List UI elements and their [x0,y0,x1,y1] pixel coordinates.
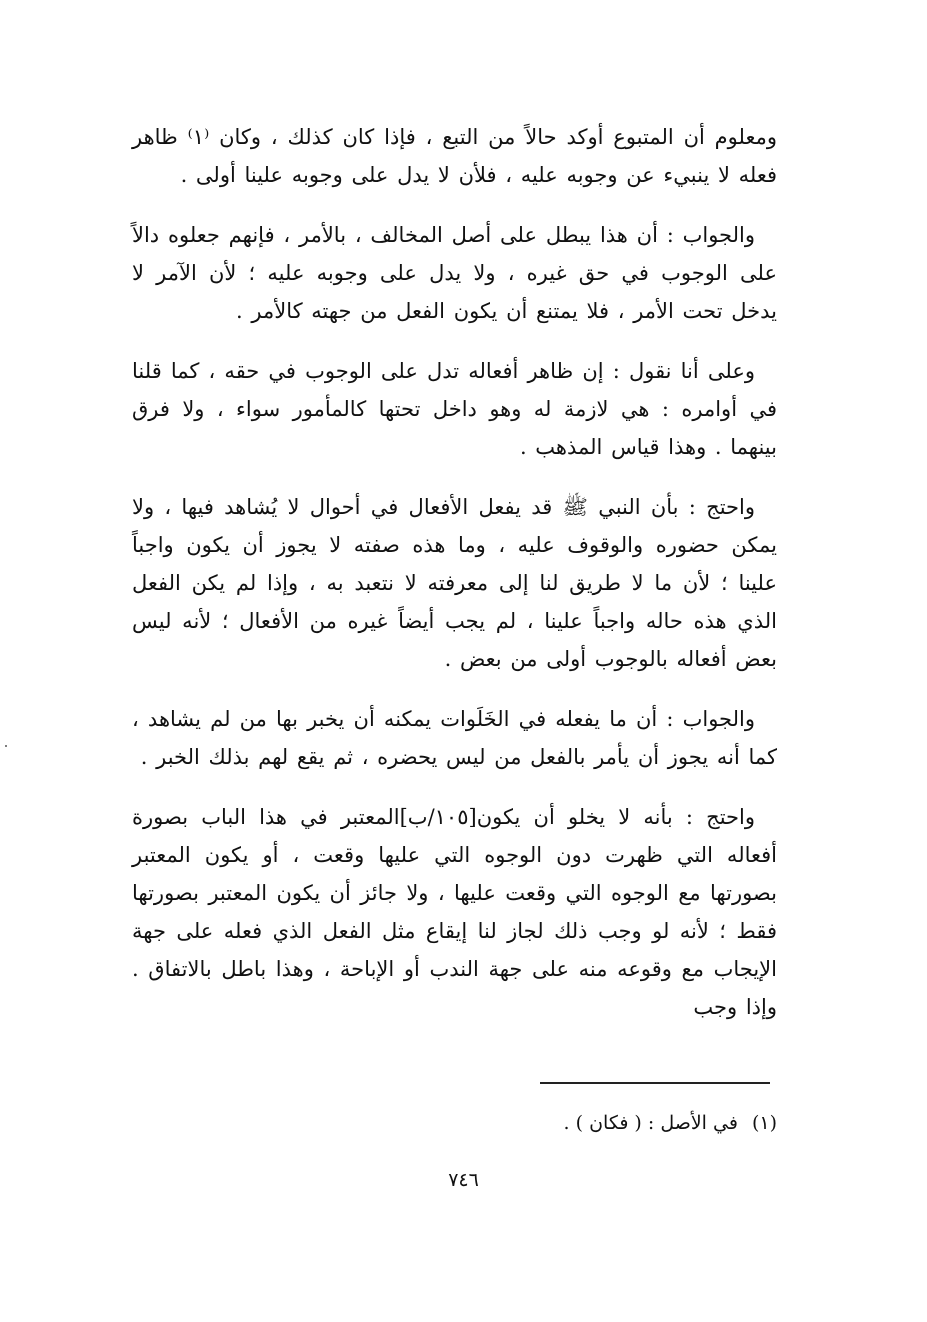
paragraph-5: والجواب : أن ما يفعله في الخَلَوات يمكنه أن يخبر بها من لم يشاهد ، كما أنه يجوز أن يأمر بالفعل من ليس يحضره ، ثم يقع لهم بذلك الخبر . [132,707,777,769]
paragraph-2: والجواب : أن هذا يبطل على أصل المخالف ، بالأمر ، فإنهم جعلوه دالاً على الوجوب في حق غيره ، ولا يدل على وجوبه عليه ؛ لأن الآمر لا يدخل تحت الأمر ، فلا يمتنع أن يكون الفعل من جهته كالأمر . [132,223,777,323]
margin-mark [5,745,7,747]
paragraph-1: ومعلوم أن المتبوع أوكد حالاً من التبع ، فإذا كان كذلك ، وكان ⁽١⁾ ظاهر فعله لا ينبيء عن وجوبه عليه ، فلأن لا يدل على وجوبه علينا أولى . [132,125,777,187]
main-text [132,118,777,1048]
footnote-separator [540,1082,770,1084]
footnote [132,1108,777,1138]
paragraph-3: وعلى أنا نقول : إن ظاهر أفعاله تدل على الوجوب في حقه ، كما قلنا في أوامره : هي لازمة له وهو داخل تحتها كالمأمور سواء ، ولا فرق بينهما . وهذا قياس المذهب . [132,359,777,459]
page-number: ٧٤٦ [448,1169,479,1191]
paragraph-6: واحتج : بأنه لا يخلو أن يكون[١٠٥/ب]المعتبر في هذا الباب بصورة أفعاله التي ظهرت دون الوجوه التي عليها وقعت ، أو يكون المعتبر بصورتها مع الوجوه التي وقعت عليها ، ولا جائز أن يكون المعتبر بصورتها فقط ؛ لأنه لو وجب ذلك لجاز لنا إيقاع مثل الفعل الذي فعله على جهة الإيجاب مع وقوعه منه على جهة الندب أو الإباحة ، وهذا باطل بالاتفاق . وإذا وجب [132,805,777,1019]
paragraph-4: واحتج : بأن النبي ﷺ قد يفعل الأفعال في أحوال لا يُشاهد فيها ، ولا يمكن حضوره والوقوف عليه ، وما هذه صفته لا يجوز أن يكون واجباً علينا ؛ لأن ما لا طريق لنا إلى معرفته لا نتعبد به ، وإذا لم يكن الفعل الذي هذه حاله واجباً علينا ، لم يجب أيضاً غيره من الأفعال ؛ لأنه ليس بعض أفعاله بالوجوب أولى من بعض . [132,495,777,671]
footnote-text: في الأصل : ( فكان ) . [563,1112,738,1134]
footnote-number: (١) [751,1112,777,1134]
